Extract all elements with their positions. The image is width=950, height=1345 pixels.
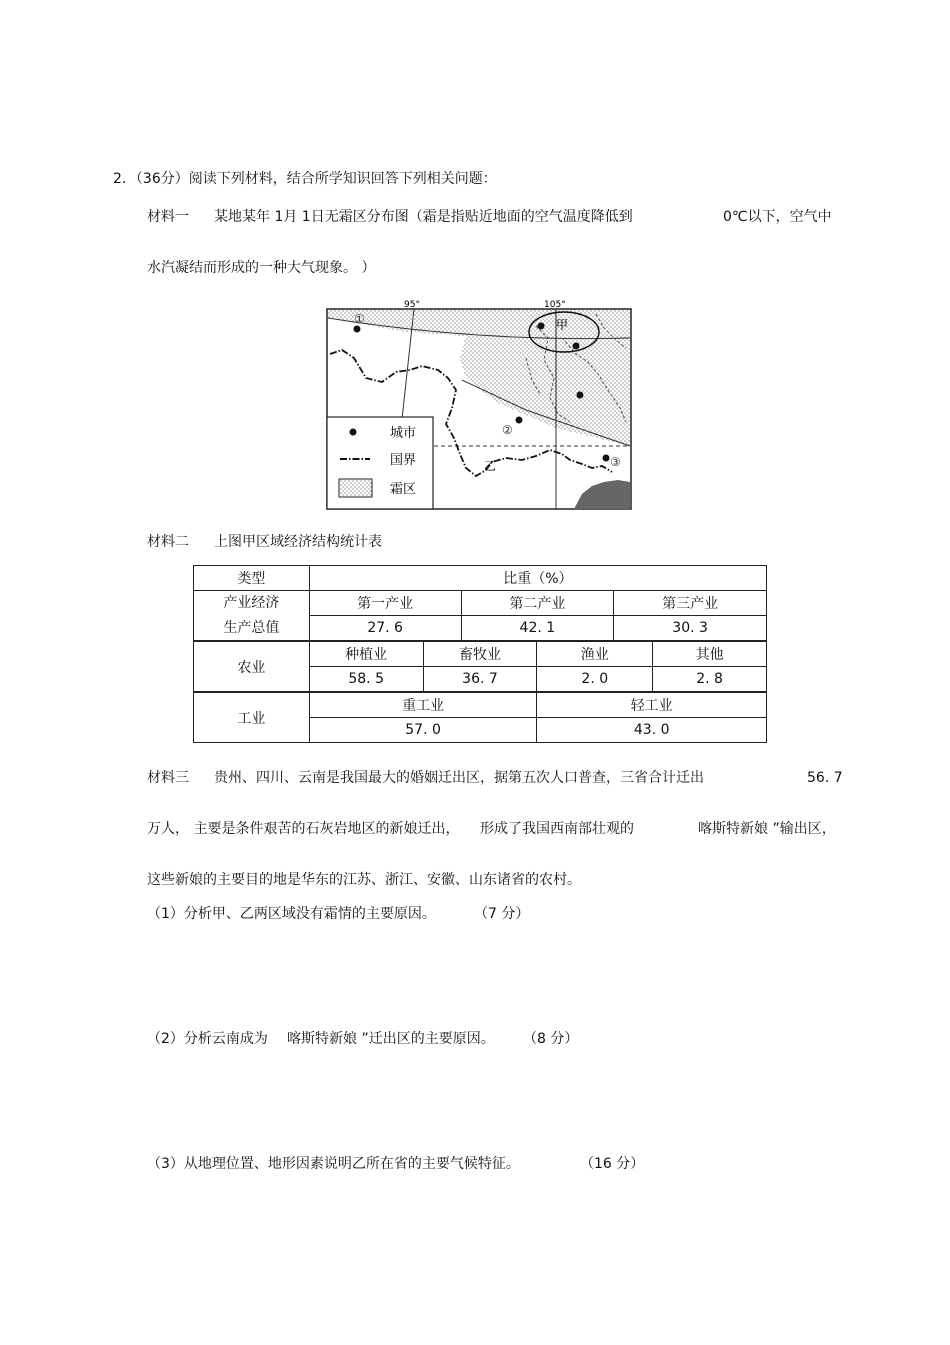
material3-text-line1: 贵州、四川、云南是我国最大的婚姻迁出区，据第五次人口普查，三省合计迁出 xyxy=(214,770,704,786)
region-yi-label: 乙 xyxy=(484,459,497,473)
table-cell: 重工业 xyxy=(309,692,537,718)
material1-label: 材料一 xyxy=(147,209,189,225)
material2-label: 材料二 xyxy=(147,534,189,550)
table-gdp-label-line2: 生产总值 xyxy=(223,619,280,636)
material3-text-line1-tail: 56. 7 xyxy=(807,770,843,786)
sub-question-2-score: （8 分） xyxy=(523,1031,579,1047)
table-cell: 42. 1 xyxy=(461,616,614,642)
economic-structure-table xyxy=(193,565,767,743)
table-cell: 30. 3 xyxy=(614,616,767,642)
table-cell: 第三产业 xyxy=(614,591,767,616)
sub-question-1-score: （7 分） xyxy=(474,906,530,922)
city-marker xyxy=(354,326,361,333)
longitude-label-105: 105° xyxy=(544,300,566,310)
sub-question-2-middle: 喀斯特新娘 ”迁出区的主要原因。 xyxy=(287,1031,495,1047)
material1-text-line1: 某地某年 1月 1日无霜区分布图（霜是指贴近地面的空气温度降低到 xyxy=(214,209,633,225)
table-cell: 58. 5 xyxy=(309,667,423,693)
map-number-1: ① xyxy=(354,312,365,326)
table-gdp-label-line1: 产业经济 xyxy=(223,595,280,611)
sub-question-3-score: （16 分） xyxy=(580,1156,645,1172)
table-agri-label: 农业 xyxy=(194,641,310,692)
table-header-type: 类型 xyxy=(194,566,310,591)
table-cell: 27. 6 xyxy=(309,616,461,642)
material3-text-line2c: 喀斯特新娘 ”输出区， xyxy=(698,821,836,837)
region-jia-label: 甲 xyxy=(556,318,569,332)
city-marker xyxy=(577,392,584,399)
table-cell: 渔业 xyxy=(537,641,653,667)
table-cell: 第一产业 xyxy=(309,591,461,616)
material3-text-line2b: 形成了我国西南部壮观的 xyxy=(480,821,634,837)
map-number-2: ② xyxy=(502,423,513,437)
frost-free-zone-map xyxy=(326,298,632,510)
city-marker xyxy=(573,343,580,350)
table-cell: 种植业 xyxy=(309,641,423,667)
city-dot-icon xyxy=(350,429,357,436)
sub-question-1: （1）分析甲、乙两区域没有霜情的主要原因。 xyxy=(147,906,436,922)
map-number-3: ③ xyxy=(610,455,621,469)
table-cell: 36. 7 xyxy=(423,667,537,693)
city-marker xyxy=(538,323,545,330)
table-gdp-label xyxy=(194,591,310,642)
table-cell: 第二产业 xyxy=(461,591,614,616)
material3-label: 材料三 xyxy=(147,770,189,786)
sub-question-3: （3）从地理位置、地形因素说明乙所在省的主要气候特征。 xyxy=(147,1156,520,1172)
legend-border-label: 国界 xyxy=(390,453,417,468)
table-cell: 2. 8 xyxy=(653,667,767,693)
table-cell: 畜牧业 xyxy=(423,641,537,667)
city-marker xyxy=(603,455,610,462)
sub-question-2: （2）分析云南成为 xyxy=(147,1031,268,1047)
table-cell: 57. 0 xyxy=(309,718,537,743)
question-header: 2．（36分）阅读下列材料，结合所学知识回答下列相关问题： xyxy=(113,171,497,187)
table-header-ratio: 比重（%） xyxy=(309,566,766,591)
table-ind-label: 工业 xyxy=(194,692,310,743)
city-marker xyxy=(516,417,523,424)
table-cell: 其他 xyxy=(653,641,767,667)
legend-city-label: 城市 xyxy=(390,426,417,441)
material3-text-line2a: 万人， 主要是条件艰苦的石灰岩地区的新娘迁出， xyxy=(147,821,460,837)
legend-frost-label: 霜区 xyxy=(390,482,417,497)
material2-text: 上图甲区域经济结构统计表 xyxy=(214,534,382,550)
material1-text-line2: 水汽凝结而形成的一种大气现象。 ） xyxy=(147,260,376,276)
table-cell: 43. 0 xyxy=(537,718,767,743)
longitude-label-95: 95° xyxy=(404,300,420,310)
table-cell: 2. 0 xyxy=(537,667,653,693)
frost-area-icon xyxy=(339,479,372,497)
material1-text-line1-tail: 0℃以下，空气中 xyxy=(723,209,832,225)
table-cell: 轻工业 xyxy=(537,692,767,718)
material3-text-line3: 这些新娘的主要目的地是华东的江苏、浙江、安徽、山东诸省的农村。 xyxy=(147,872,581,888)
